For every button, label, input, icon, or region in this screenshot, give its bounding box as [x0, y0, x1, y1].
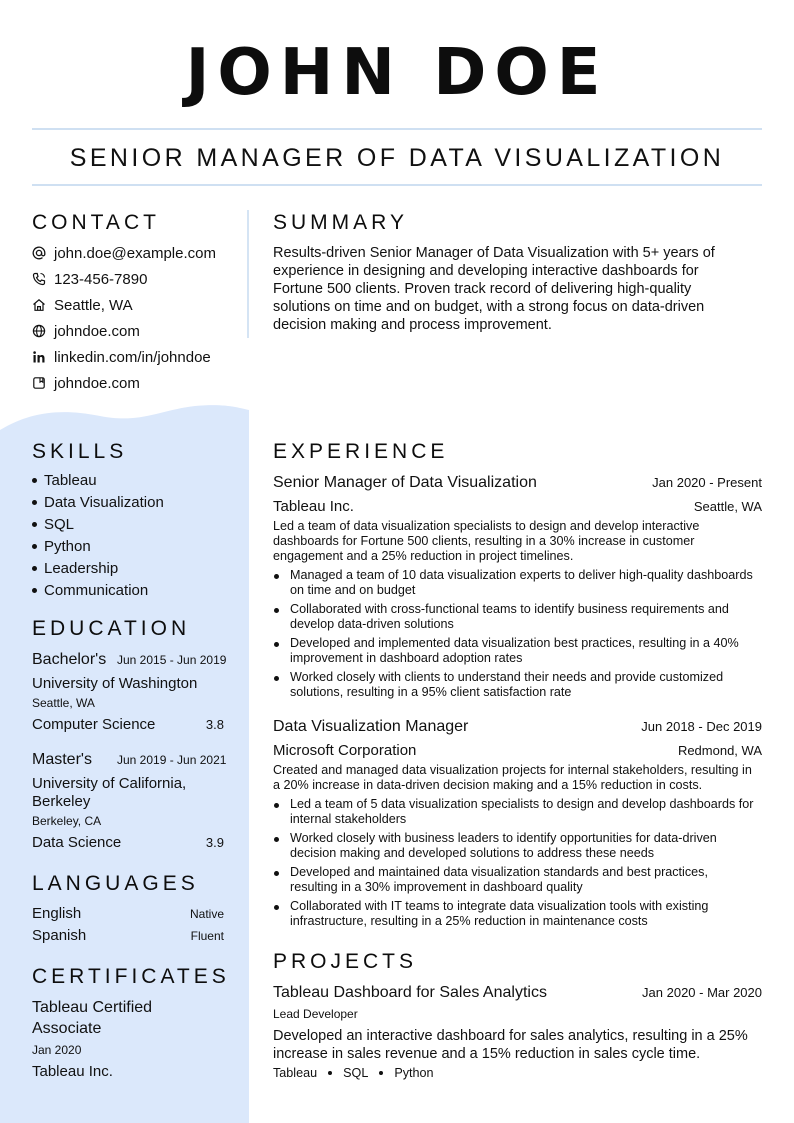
- education-field: Data Science: [32, 834, 122, 851]
- job-bullet: Worked closely with clients to understand their needs and provide customized solutions, resulting in a 95% client satisfaction rate: [273, 670, 763, 700]
- skill-item: Communication: [32, 582, 148, 599]
- project-title: Tableau Dashboard for Sales Analytics: [273, 984, 547, 1001]
- certificate-name: Tableau Certified: [32, 999, 153, 1016]
- job-description: Led a team of data visualization specialists to design and develop interactive dashboards for Fortune 500 clients, resulting in a 30% increase in customer engagement and a 25% reduction in project timelines.: [273, 519, 700, 563]
- skill-item: Python: [32, 538, 91, 555]
- job-bullet: Collaborated with IT teams to integrate data visualization tools with existing infrastructure, resulting in a 25% reduction in maintenance costs: [273, 899, 763, 929]
- project-description: Developed an interactive dashboard for sales analytics, resulting in a 25% increase in sales revenue and a 15% reduction in sales cycle time.: [273, 1028, 748, 1062]
- job-bullet: Worked closely with business leaders to identify opportunities for data-driven decision making and developed solutions to address these needs: [273, 831, 763, 861]
- globe-icon: [32, 324, 46, 338]
- education-dates: Jun 2015 - Jun 2019: [117, 653, 227, 667]
- job-title: Senior Manager of Data Visualization: [273, 474, 537, 491]
- language-level: Fluent: [190, 929, 224, 943]
- contact-phone-text: 123-456-7890: [54, 270, 148, 288]
- contact-email-text: john.doe@example.com: [54, 244, 216, 262]
- project-tag: Python: [394, 1066, 434, 1080]
- education-school: Berkeley: [32, 793, 91, 810]
- contact-linkedin-text: linkedin.com/in/johndoe: [54, 348, 211, 366]
- language-name: Spanish: [32, 927, 87, 944]
- job-dates: Jan 2020 - Present: [652, 475, 762, 490]
- education-location: Berkeley, CA: [32, 814, 102, 828]
- contact-portfolio[interactable]: [32, 373, 140, 393]
- job-dates: Jun 2018 - Dec 2019: [641, 719, 762, 734]
- education-degree: Bachelor's: [32, 651, 107, 668]
- contact-website-text: johndoe.com: [54, 322, 140, 340]
- home-icon: [32, 298, 46, 312]
- project-tag: Tableau: [273, 1066, 318, 1080]
- education-school: University of California,: [32, 775, 187, 792]
- job-bullet: Developed and implemented data visualization best practices, resulting in a 40% improvement in dashboard adoption rates: [273, 636, 763, 666]
- job-location: Seattle, WA: [693, 499, 762, 514]
- language-level: Native: [189, 907, 224, 921]
- job-bullet: Collaborated with cross-functional teams to identify business requirements and develop data-driven solutions: [273, 602, 763, 632]
- header-divider-bottom: [32, 184, 762, 186]
- portfolio-icon: [32, 376, 46, 390]
- contact-portfolio-text: johndoe.com: [54, 374, 140, 392]
- header-divider-top: [32, 128, 762, 130]
- certificate-name: Associate: [32, 1020, 102, 1037]
- job-company: Tableau Inc.: [273, 498, 354, 515]
- job-location: Redmond, WA: [677, 743, 762, 758]
- contact-location: [32, 295, 133, 315]
- certificates-heading: CERTIFICATES: [32, 965, 230, 988]
- job-bullet: Managed a team of 10 data visualization experts to deliver high-quality dashboards on time and on budget: [273, 568, 763, 598]
- skill-item: Tableau: [32, 472, 97, 489]
- project-dates: Jan 2020 - Mar 2020: [642, 985, 762, 1000]
- education-dates: Jun 2019 - Jun 2021: [117, 753, 227, 767]
- education-gpa: 3.8: [205, 717, 224, 732]
- project-role: Lead Developer: [273, 1007, 358, 1021]
- contact-linkedin[interactable]: [32, 347, 211, 367]
- tag-separator: [328, 1071, 332, 1075]
- languages-heading: LANGUAGES: [32, 872, 199, 895]
- contact-heading: CONTACT: [32, 211, 160, 234]
- education-heading: EDUCATION: [32, 617, 191, 640]
- job-description: Created and managed data visualization projects for internal stakeholders, resulting in a 20% increase in data-driven decision making and a 15% reduction in costs.: [273, 763, 752, 792]
- contact-phone[interactable]: [32, 269, 147, 289]
- skill-item: SQL: [32, 516, 74, 533]
- certificate-issuer: Tableau Inc.: [32, 1063, 113, 1080]
- job-bullet: Developed and maintained data visualization standards and best practices, resulting in a 30% improvement in dashboard quality: [273, 865, 763, 895]
- job-title: SENIOR MANAGER OF DATA VISUALIZATION: [69, 144, 725, 172]
- project-tag: SQL: [343, 1066, 369, 1080]
- contact-location-text: Seattle, WA: [54, 296, 133, 314]
- skill-item: Data Visualization: [32, 494, 164, 511]
- language-name: English: [32, 905, 82, 922]
- education-gpa: 3.9: [205, 835, 224, 850]
- project-tags: [273, 1066, 434, 1080]
- contact-email[interactable]: [32, 243, 216, 263]
- certificate-date: Jan 2020: [32, 1043, 82, 1057]
- skills-heading: SKILLS: [32, 440, 128, 463]
- education-degree: Master's: [32, 751, 92, 768]
- skill-item: Leadership: [32, 560, 118, 577]
- education-location: Seattle, WA: [32, 696, 95, 710]
- job-company: Microsoft Corporation: [273, 742, 417, 759]
- contact-website[interactable]: [32, 321, 140, 341]
- candidate-name: JOHN DOE: [185, 36, 609, 110]
- education-school: University of Washington: [32, 675, 198, 692]
- projects-heading: PROJECTS: [273, 950, 418, 973]
- tag-separator: [379, 1071, 383, 1075]
- summary-heading: SUMMARY: [273, 211, 408, 234]
- job-title: Data Visualization Manager: [273, 718, 469, 735]
- education-field: Computer Science: [32, 716, 156, 733]
- column-divider: [247, 210, 249, 338]
- phone-icon: [32, 272, 46, 286]
- at-icon: [32, 246, 46, 260]
- job-bullet: Led a team of 5 data visualization specialists to design and develop dashboards for internal stakeholders: [273, 797, 763, 827]
- summary-text: Results-driven Senior Manager of Data Visualization with 5+ years of experience in designing and developing interactive dashboards for Fortune 500 clients. Proven track record of delivering high-quality solutions on time and on budget, with a strong focus on data-driven decision making and process improvement.: [273, 245, 715, 333]
- experience-heading: EXPERIENCE: [273, 440, 449, 463]
- linkedin-icon: [32, 350, 46, 364]
